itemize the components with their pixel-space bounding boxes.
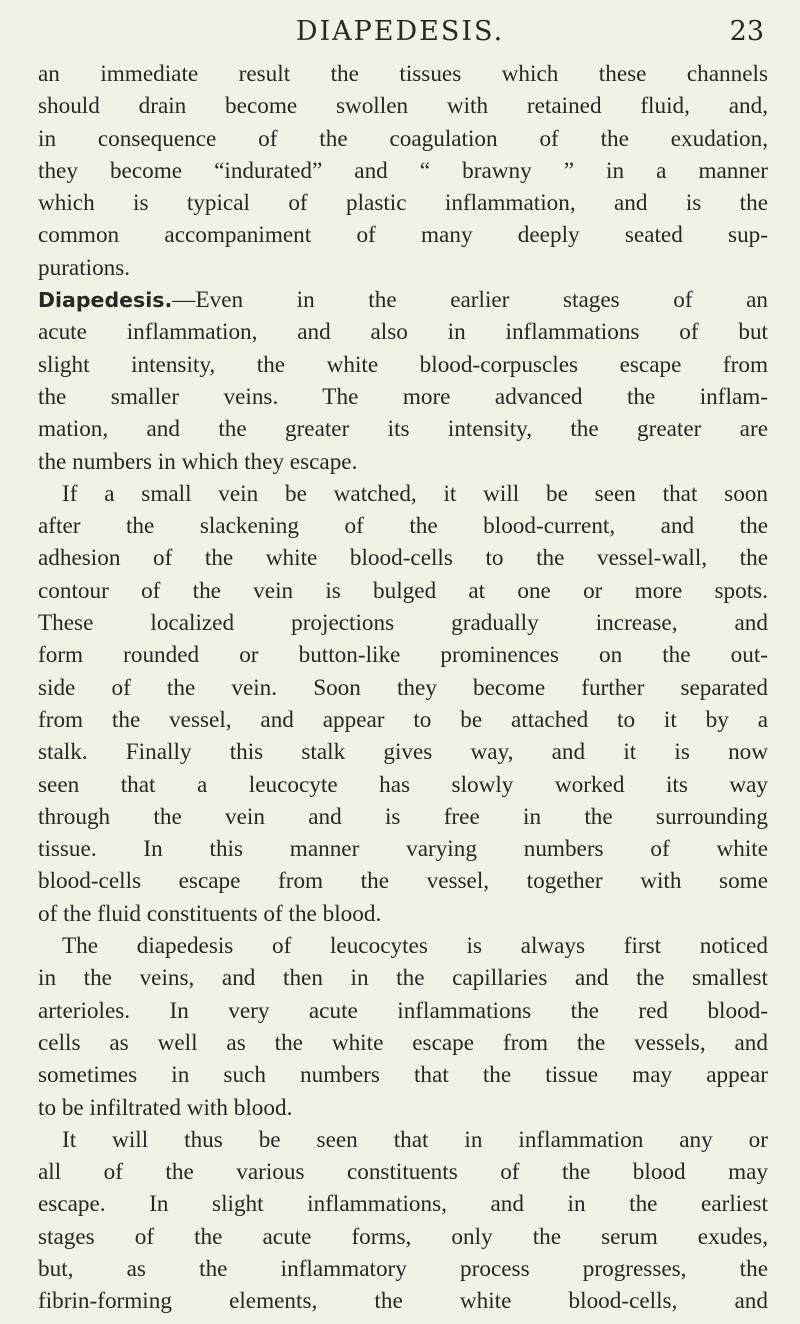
running-title: DIAPEDESIS. [295,16,505,47]
text-line [38,284,768,316]
text-line: side of the vein. Soon they become further separated [38,674,768,701]
text-line: should drain become swollen with retained fluid, and, [38,93,768,120]
text-line: in consequence of the coagulation of the exudation, [38,125,768,152]
text-line: stages of the acute forms, only the serum exudes, [38,1223,768,1250]
text-line: adhesion of the white blood-cells to the vessel-wall, the [38,545,768,572]
text-line: common accompaniment of many deeply seated sup- [38,222,768,249]
text-line: If a small vein be watched, it will be seen that soon [62,480,768,507]
text-line: the smaller veins. The more advanced the inflam- [38,383,768,410]
page-number: 23 [729,16,764,47]
text-line: The diapedesis of leucocytes is always first noticed [62,933,768,960]
text-line: after the slackening of the blood-current, and the [38,513,768,540]
text-line: fibrin-forming elements, the white blood-cells, and [38,1288,768,1315]
text-line: sometimes in such numbers that the tissue may appear [38,1062,768,1089]
running-head [0,12,800,52]
text-line: from the vessel, and appear to be attached to it by a [38,706,768,733]
text-line: the numbers in which they escape. [38,448,358,475]
text-line-rest: —Even in the earlier stages of an [172,287,768,314]
text-line: seen that a leucocyte has slowly worked its way [38,771,768,798]
text-line: to be infiltrated with blood. [38,1094,293,1121]
text-line: cells as well as the white escape from the vessels, and [38,1029,768,1056]
text-line: acute inflammation, and also in inflammations of but [38,319,768,346]
text-line: form rounded or button-like prominences on the out- [38,642,768,669]
text-line: slight intensity, the white blood-corpuscles escape from [38,351,768,378]
text-line: contour of the vein is bulged at one or more spots. [38,577,768,604]
text-line: but, as the inflammatory process progresses, the [38,1255,768,1282]
section-heading: Diapedesis. [38,288,173,313]
text-line: tissue. In this manner varying numbers of white [38,836,768,863]
text-line: which is typical of plastic inflammation, and is the [38,190,768,217]
text-line: blood-cells escape from the vessel, together with some [38,868,768,895]
text-line: stalk. Finally this stalk gives way, and it is now [38,739,768,766]
text-line: purations. [38,254,131,281]
text-line: in the veins, and then in the capillaries and the smallest [38,965,768,992]
text-line: of the fluid constituents of the blood. [38,900,382,927]
text-line: mation, and the greater its intensity, the greater are [38,416,768,443]
body-text [38,58,768,1318]
text-line: an immediate result the tissues which these channels [38,61,768,87]
text-line: It will thus be seen that in inflammation any or [62,1126,768,1153]
text-line: they become “indurated” and “ brawny ” in a manner [38,157,768,184]
text-line: through the vein and is free in the surrounding [38,803,768,830]
text-line: These localized projections gradually increase, and [38,610,768,637]
text-line: all of the various constituents of the blood may [38,1159,768,1186]
text-line: arterioles. In very acute inflammations the red blood- [38,997,768,1024]
text-line: escape. In slight inflammations, and in the earliest [38,1191,768,1218]
